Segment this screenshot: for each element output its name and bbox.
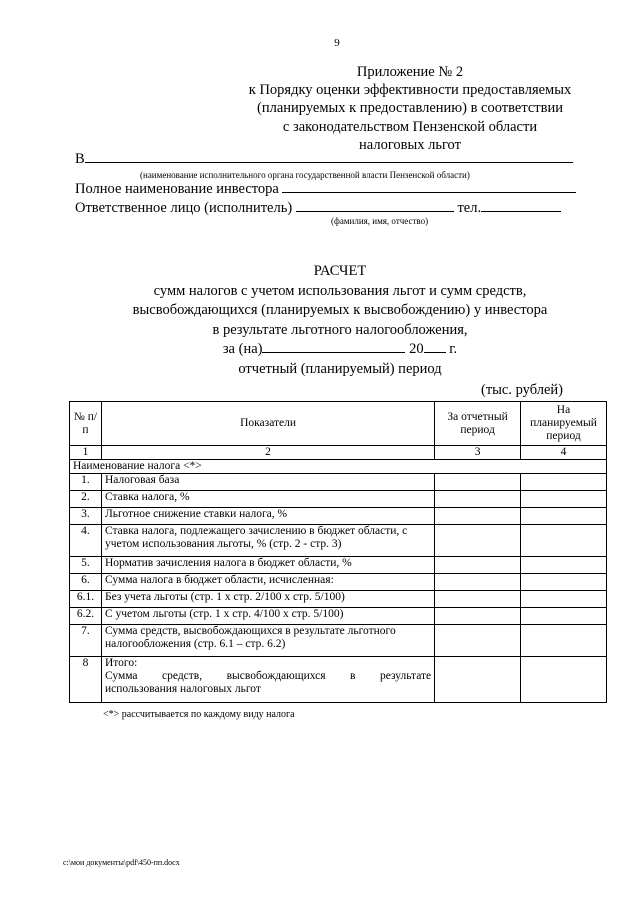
year-field: [424, 340, 446, 353]
appendix-line: налоговых льгот: [359, 136, 461, 153]
header-reported: За отчетный период: [435, 402, 521, 446]
appendix-header: [230, 63, 590, 154]
reported-cell[interactable]: [435, 525, 521, 557]
row-num: 4.: [70, 525, 102, 557]
total-row: [70, 657, 607, 703]
planned-cell[interactable]: [521, 491, 607, 508]
planned-cell[interactable]: [521, 657, 607, 703]
investor-field: [282, 180, 576, 193]
tel-label: тел.: [457, 200, 482, 216]
investor-line: [75, 180, 576, 198]
recipient-prefix: В: [75, 151, 85, 167]
total-label: Итого:: [104, 657, 138, 669]
reported-cell[interactable]: [435, 625, 521, 657]
year-suffix: г.: [449, 341, 458, 357]
col-number: 1: [70, 446, 102, 460]
col-number: 2: [101, 446, 434, 460]
planned-cell[interactable]: [521, 508, 607, 525]
header-planned: На планируемый период: [521, 402, 607, 446]
period-field: [262, 340, 405, 353]
reported-cell[interactable]: [435, 474, 521, 491]
column-number-row: [70, 446, 607, 460]
planned-cell[interactable]: [521, 525, 607, 557]
period-caption: отчетный (планируемый) период: [238, 360, 442, 377]
appendix-line: с законодательством Пензенской области: [282, 118, 538, 135]
table-row: [70, 574, 607, 591]
responsible-field: [296, 199, 454, 212]
table-row: [70, 625, 607, 657]
reported-cell[interactable]: [435, 657, 521, 703]
title-line: в результате льготного налогообложения,: [212, 321, 468, 338]
col-number: 3: [435, 446, 521, 460]
footer-file-path: c:\мои документы\pdf\450-пп.docx: [63, 858, 180, 867]
row-num: 3.: [70, 508, 102, 525]
appendix-line: к Порядку оценки эффективности предоставляемых: [248, 82, 572, 99]
title-heading: РАСЧЕТ: [313, 263, 367, 279]
responsible-caption: (фамилия, имя, отчество): [331, 216, 429, 226]
calculation-table: [69, 401, 607, 703]
recipient-field: [85, 150, 573, 163]
row-num: 7.: [70, 625, 102, 657]
row-num: 6.: [70, 574, 102, 591]
tax-name-row: [70, 460, 607, 474]
planned-cell[interactable]: [521, 557, 607, 574]
row-text: Льготное снижение ставки налога, %: [101, 508, 434, 525]
recipient-line: [75, 150, 573, 168]
row-text: Ставка налога, %: [101, 491, 434, 508]
col-number: 4: [521, 446, 607, 460]
responsible-label: Ответственное лицо (исполнитель): [75, 200, 293, 216]
row-num: 5.: [70, 557, 102, 574]
total-line: Сумма средств, высвобождающихся в результате: [104, 670, 432, 682]
total-num: 8: [70, 657, 102, 703]
table-row: [70, 508, 607, 525]
row-text: Сумма средств, высвобождающихся в результате льготного налогообложения (стр. 6.1 – стр. 6.2): [101, 625, 434, 657]
reported-cell[interactable]: [435, 508, 521, 525]
planned-cell[interactable]: [521, 474, 607, 491]
reported-cell[interactable]: [435, 491, 521, 508]
total-line: использования налоговых льгот: [104, 683, 261, 695]
calculation-title: [80, 262, 600, 379]
recipient-caption: (наименование исполнительного органа государственной власти Пензенской области): [140, 170, 470, 180]
planned-cell[interactable]: [521, 608, 607, 625]
title-line: сумм налогов с учетом использования льгот и сумм средств,: [153, 282, 527, 299]
reported-cell[interactable]: [435, 574, 521, 591]
table-row: [70, 557, 607, 574]
period-prefix: за (на): [222, 341, 263, 357]
row-num: 1.: [70, 474, 102, 491]
responsible-line: [75, 199, 561, 217]
table-row: [70, 525, 607, 557]
reported-cell[interactable]: [435, 591, 521, 608]
table-row: [70, 591, 607, 608]
table-header-row: [70, 402, 607, 446]
table-row: [70, 474, 607, 491]
appendix-line: (планируемых к предоставлению) в соответствии: [257, 100, 563, 117]
tax-name-cell: Наименование налога <*>: [70, 460, 607, 474]
row-text: Без учета льготы (стр. 1 x стр. 2/100 x стр. 5/100): [101, 591, 434, 608]
year-prefix: 20: [409, 341, 424, 357]
planned-cell[interactable]: [521, 625, 607, 657]
row-text: С учетом льготы (стр. 1 x стр. 4/100 x стр. 5/100): [101, 608, 434, 625]
investor-label: Полное наименование инвестора: [75, 181, 279, 197]
footnote: <*> рассчитывается по каждому виду налога: [103, 709, 295, 720]
period-line: [80, 340, 600, 360]
row-num: 6.2.: [70, 608, 102, 625]
page-number: 9: [334, 37, 340, 49]
planned-cell[interactable]: [521, 591, 607, 608]
table-row: [70, 608, 607, 625]
planned-cell[interactable]: [521, 574, 607, 591]
table-row: [70, 491, 607, 508]
header-num: № п/п: [70, 402, 102, 446]
row-text: Ставка налога, подлежащего зачислению в бюджет области, с учетом использования льготы, % (стр. 2 - стр. 3): [101, 525, 434, 557]
row-text: Норматив зачисления налога в бюджет области, %: [101, 557, 434, 574]
appendix-line: Приложение № 2: [356, 64, 464, 80]
total-text: [101, 657, 434, 703]
reported-cell[interactable]: [435, 608, 521, 625]
title-line: высвобождающихся (планируемых к высвобождению) у инвестора: [132, 302, 548, 318]
reported-cell[interactable]: [435, 557, 521, 574]
tel-field: [481, 199, 561, 212]
units-label: (тыс. рублей): [481, 382, 563, 398]
row-num: 6.1.: [70, 591, 102, 608]
row-text: Налоговая база: [101, 474, 434, 491]
row-num: 2.: [70, 491, 102, 508]
row-text: Сумма налога в бюджет области, исчисленная:: [101, 574, 434, 591]
header-indicator: Показатели: [101, 402, 434, 446]
